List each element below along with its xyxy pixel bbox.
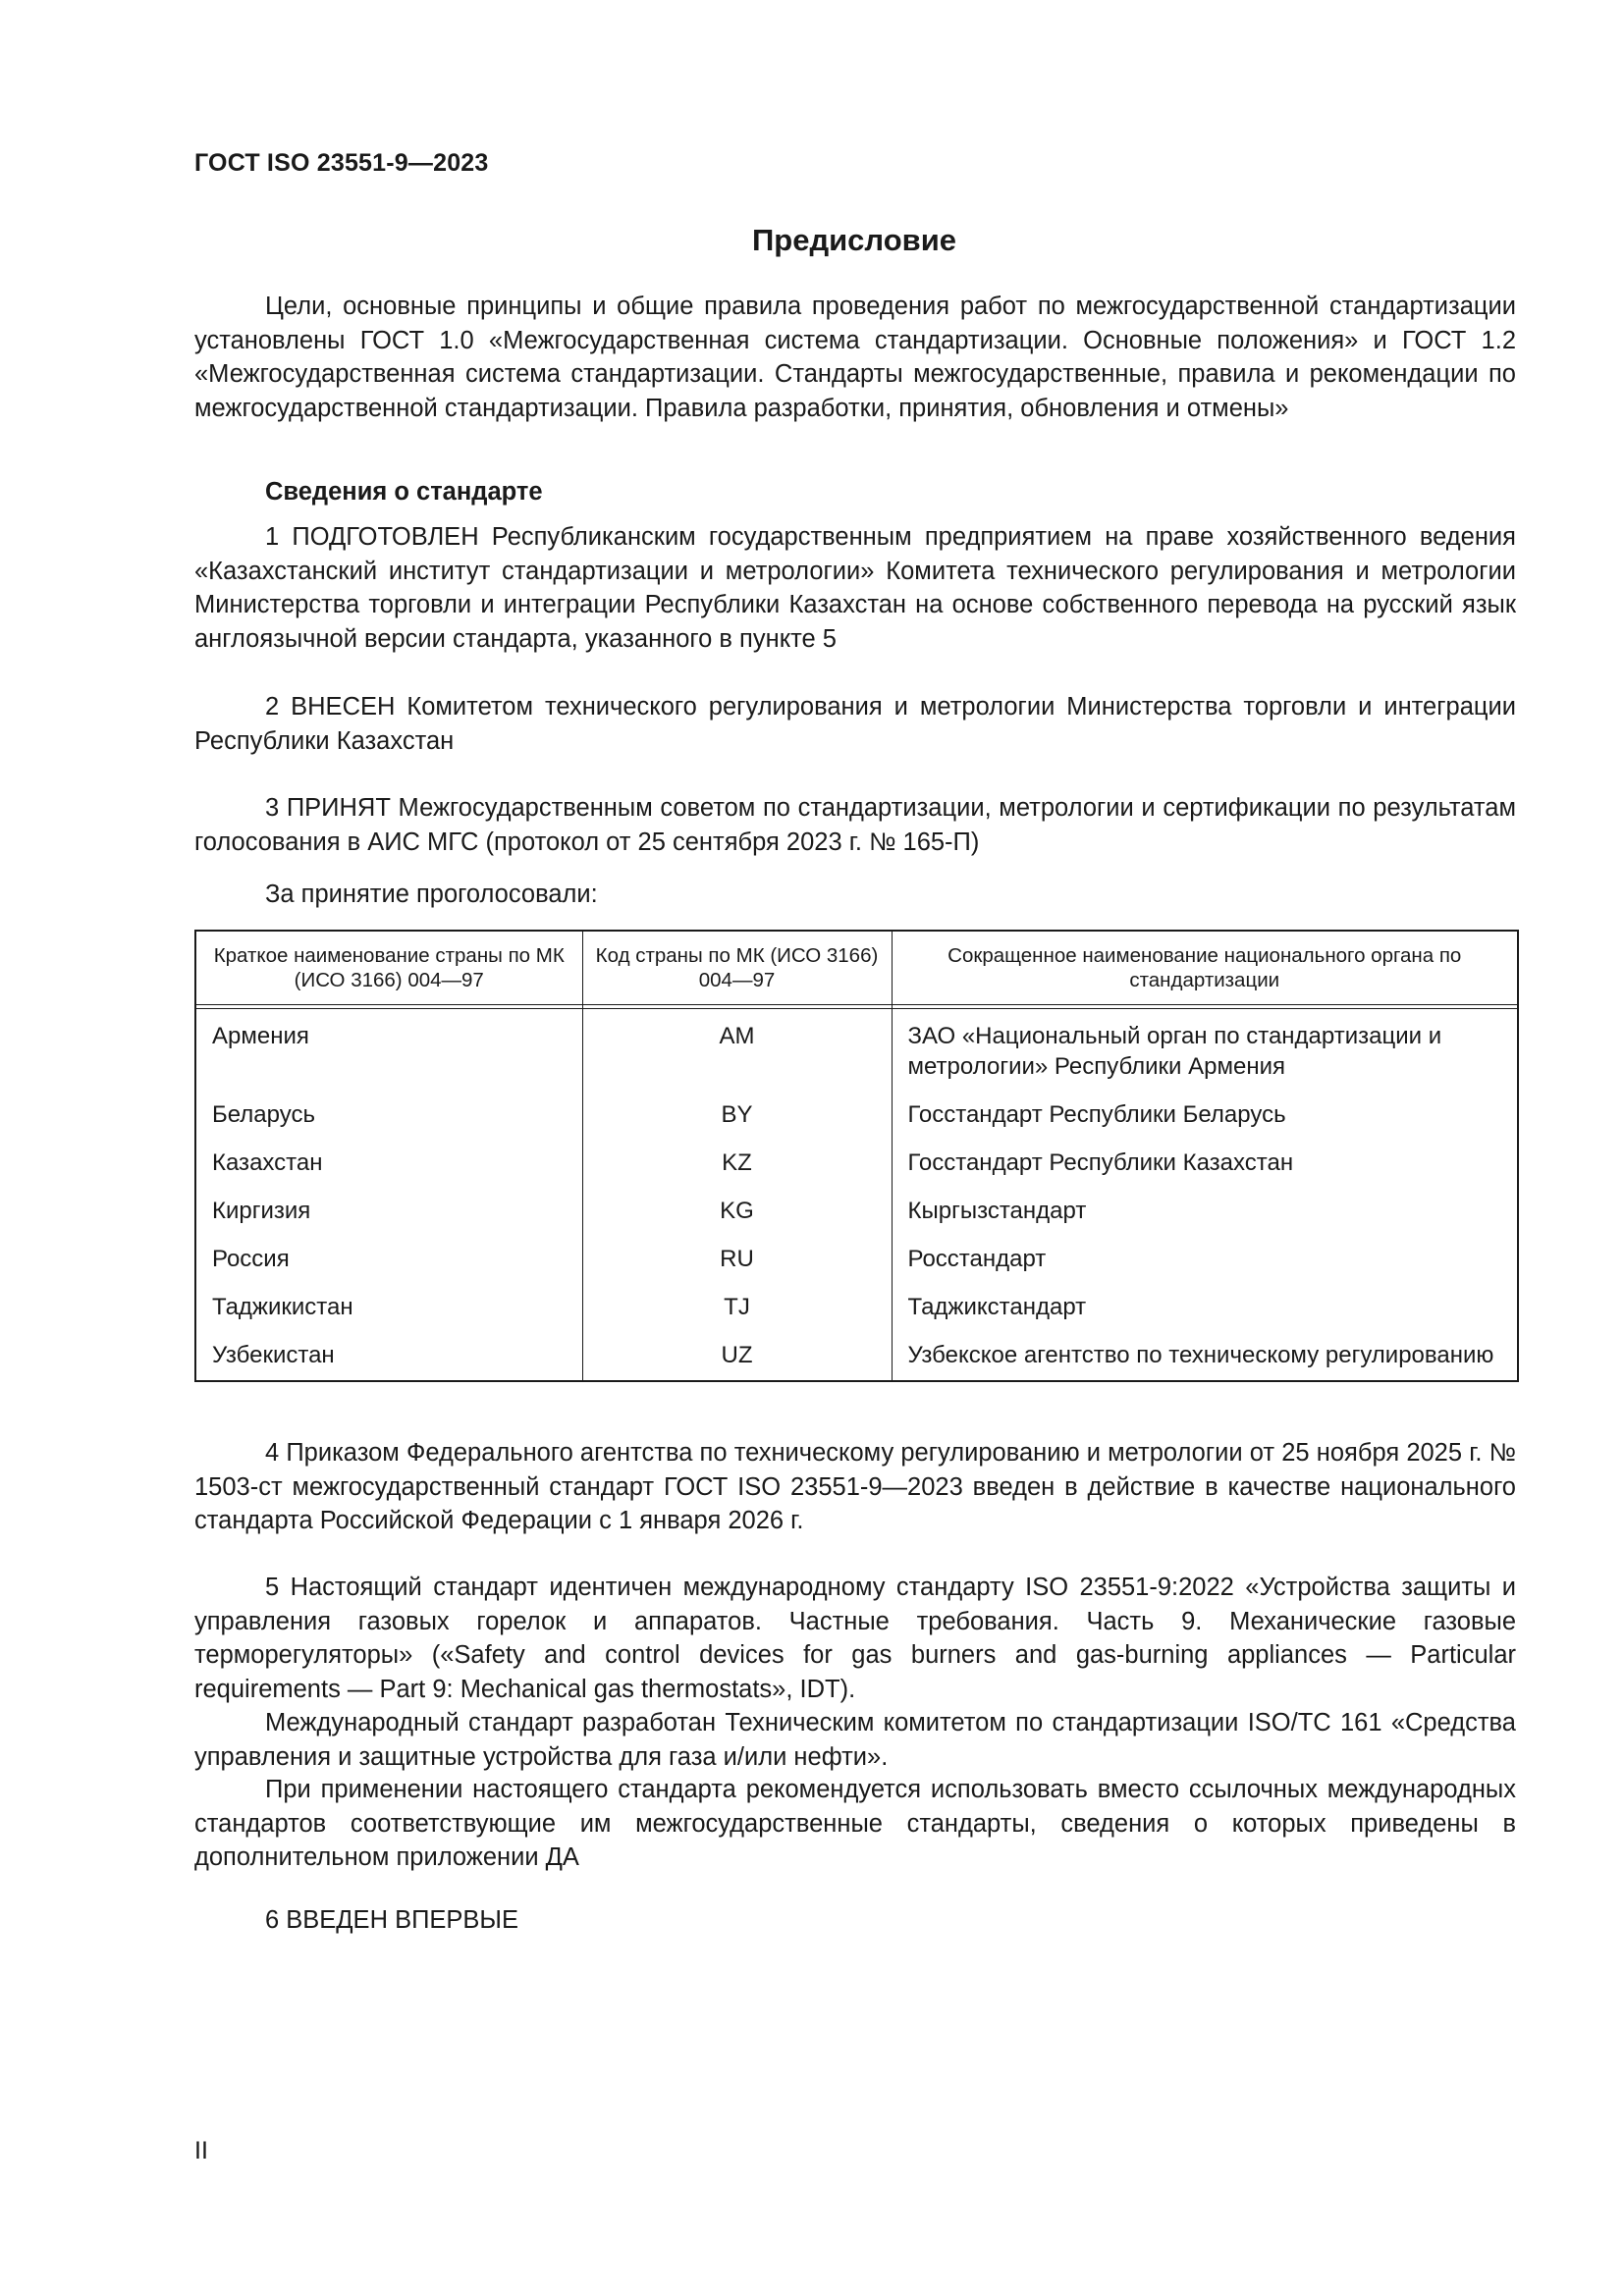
voting-table <box>194 930 1519 1382</box>
column-header-country: Краткое наименование страны по МК (ИСО 3166) 004—97 <box>195 931 582 1005</box>
page-title: Предисловие <box>751 223 956 257</box>
code-cell: TJ <box>582 1284 892 1332</box>
item-5-paragraph: 5 Настоящий стандарт идентичен международному стандарту ISO 23551-9:2022 «Устройства защиты и управления газовых горелок и аппаратов. Частные требования. Часть 9. Механические газовые терморегуляторы» («Safety and control devices for gas burners and gas-burning appliances — Particular requirements — Part 9: Mechanical gas thermostats», IDT). <box>194 1574 1516 1703</box>
item-6-paragraph: 6 ВВЕДЕН ВПЕРВЫЕ <box>265 1906 519 1934</box>
column-header-code: Код страны по МК (ИСО 3166) 004—97 <box>582 931 892 1005</box>
code-cell: UZ <box>582 1332 892 1381</box>
table-row <box>195 1284 1518 1332</box>
table-header-row <box>195 931 1518 1005</box>
country-cell: Россия <box>195 1236 582 1284</box>
item-4-paragraph: 4 Приказом Федерального агентства по техническому регулированию и метрологии от 25 ноября 2025 г. № 1503-ст межгосударственный стандарт ГОСТ ISO 23551-9—2023 введен в действие в качестве национального стандарта Российской Федерации с 1 января 2026 г. <box>194 1439 1516 1534</box>
country-cell: Узбекистан <box>195 1332 582 1381</box>
country-cell: Таджикистан <box>195 1284 582 1332</box>
code-cell: KG <box>582 1188 892 1236</box>
country-cell: Киргизия <box>195 1188 582 1236</box>
table-row <box>195 1092 1518 1140</box>
code-cell: AM <box>582 1009 892 1093</box>
body-cell: Узбекское агентство по техническому регулированию <box>892 1332 1518 1381</box>
item-5-reference-paragraph: При применении настоящего стандарта рекомендуется использовать вместо ссылочных международных стандартов соответствующие им межгосударственные стандарты, сведения о которых приведены в дополнительном приложении ДА <box>194 1776 1516 1871</box>
body-cell: Кыргызстандарт <box>892 1188 1518 1236</box>
body-cell: ЗАО «Национальный орган по стандартизации и метрологии» Республики Армения <box>892 1009 1518 1093</box>
section-heading: Сведения о стандарте <box>265 478 543 506</box>
table-row <box>195 1236 1518 1284</box>
document-id: ГОСТ ISO 23551-9—2023 <box>194 149 489 177</box>
table-row <box>195 1188 1518 1236</box>
body-cell: Росстандарт <box>892 1236 1518 1284</box>
body-cell: Госстандарт Республики Беларусь <box>892 1092 1518 1140</box>
country-cell: Казахстан <box>195 1140 582 1188</box>
table-row <box>195 1009 1518 1093</box>
voting-caption: За принятие проголосовали: <box>265 881 598 908</box>
country-cell: Армения <box>195 1009 582 1093</box>
code-cell: RU <box>582 1236 892 1284</box>
column-header-body: Сокращенное наименование национального органа по стандартизации <box>892 931 1518 1005</box>
code-cell: BY <box>582 1092 892 1140</box>
code-cell: KZ <box>582 1140 892 1188</box>
item-1-paragraph: 1 ПОДГОТОВЛЕН Республиканским государственным предприятием на праве хозяйственного ведения «Казахстанский институт стандартизации и метрологии» Комитета технического регулирования и метрологии Министерства торговли и интеграции Республики Казахстан на основе собственного перевода на русский язык англоязычной версии стандарта, указанного в пункте 5 <box>194 523 1516 653</box>
item-2-paragraph: 2 ВНЕСЕН Комитетом технического регулирования и метрологии Министерства торговли и интеграции Республики Казахстан <box>194 693 1516 755</box>
intro-paragraph: Цели, основные принципы и общие правила проведения работ по межгосударственной стандартизации установлены ГОСТ 1.0 «Межгосударственная система стандартизации. Основные положения» и ГОСТ 1.2 «Межгосударственная система стандартизации. Стандарты межгосударственные, правила и рекомендации по межгосударственной стандартизации. Правила разработки, принятия, обновления и отмены» <box>194 293 1516 422</box>
item-5-committee-paragraph: Международный стандарт разработан Техническим комитетом по стандартизации ISO/TC 161 «Средства управления и защитные устройства для газа и/или нефти». <box>194 1709 1516 1771</box>
body-cell: Госстандарт Республики Казахстан <box>892 1140 1518 1188</box>
item-3-paragraph: 3 ПРИНЯТ Межгосударственным советом по стандартизации, метрологии и сертификации по результатам голосования в АИС МГС (протокол от 25 сентября 2023 г. № 165-П) <box>194 794 1516 856</box>
page-number: II <box>194 2137 208 2164</box>
table-row <box>195 1332 1518 1381</box>
country-cell: Беларусь <box>195 1092 582 1140</box>
table-row <box>195 1140 1518 1188</box>
body-cell: Таджикстандарт <box>892 1284 1518 1332</box>
